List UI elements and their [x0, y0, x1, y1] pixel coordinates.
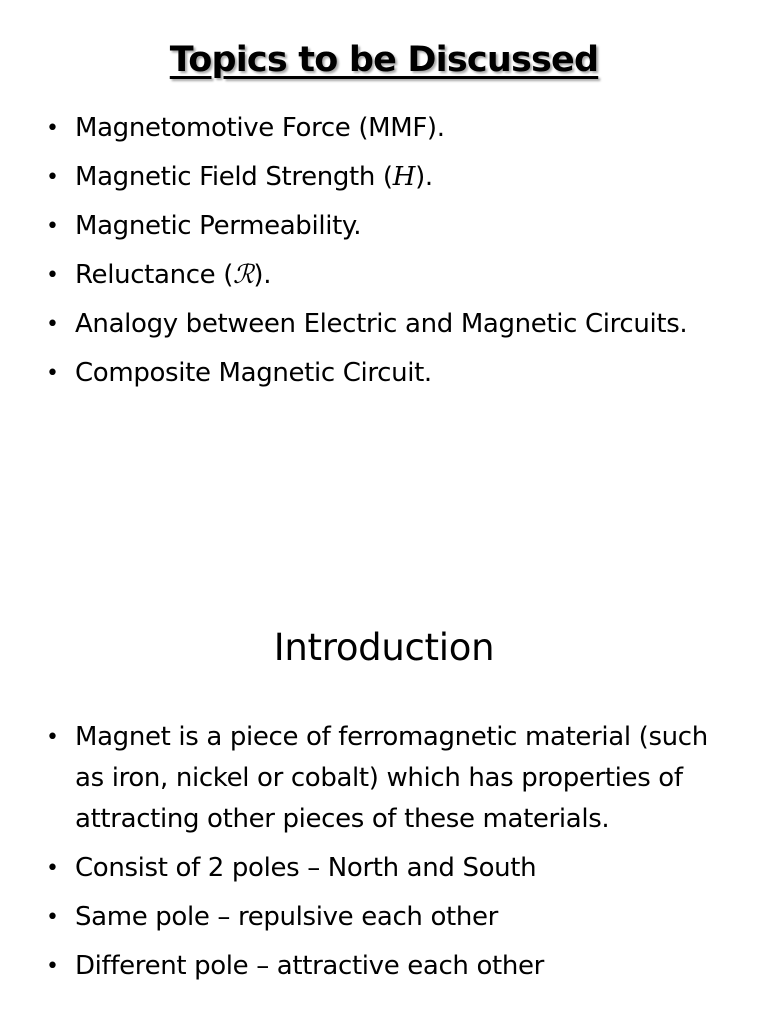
bullet-icon: • — [46, 116, 59, 141]
list-item — [0, 206, 768, 247]
slide-title: Introduction — [273, 626, 495, 669]
list-item — [0, 353, 768, 394]
list-item — [0, 255, 768, 296]
bullet-icon: • — [46, 312, 59, 337]
bullet-icon: • — [46, 165, 59, 190]
list-item-text: ). — [415, 162, 433, 192]
list-item-text: Different pole – attractive each other — [75, 951, 544, 981]
bullet-icon: • — [46, 905, 59, 930]
slide-title: Topics to be Discussed — [169, 40, 599, 80]
introduction-list — [0, 717, 768, 995]
list-item-text: Magnet is a piece of ferromagnetic material (such as iron, nickel or cobalt) which has properties of attracting other pieces of these materials. — [75, 722, 708, 834]
bullet-icon: • — [46, 361, 59, 386]
list-item — [0, 897, 768, 938]
topics-list — [0, 108, 768, 402]
list-item-text: ). — [253, 260, 272, 290]
list-item-text: Same pole – repulsive each other — [75, 902, 498, 932]
list-item-text: Magnetic Field Strength ( — [75, 162, 393, 192]
list-item-text: Magnetomotive Force (MMF). — [75, 113, 445, 143]
math-symbol: H — [392, 162, 416, 192]
list-item-text: Analogy between Electric and Magnetic Circuits. — [75, 309, 688, 339]
list-item-text: Consist of 2 poles – North and South — [75, 853, 537, 883]
list-item — [0, 717, 768, 840]
bullet-icon: • — [46, 954, 59, 979]
list-item — [0, 157, 768, 198]
list-item-text: Magnetic Permeability. — [75, 211, 362, 241]
math-symbol: ℛ — [233, 260, 254, 290]
list-item — [0, 108, 768, 149]
bullet-icon: • — [46, 856, 59, 881]
slide-topics — [0, 0, 768, 470]
bullet-icon: • — [46, 725, 59, 750]
bullet-icon: • — [46, 263, 59, 288]
slide-introduction — [0, 600, 768, 1024]
list-item — [0, 946, 768, 987]
list-item-text: Reluctance ( — [75, 260, 233, 290]
list-item-text: Composite Magnetic Circuit. — [75, 358, 432, 388]
bullet-icon: • — [46, 214, 59, 239]
list-item — [0, 304, 768, 345]
list-item — [0, 848, 768, 889]
